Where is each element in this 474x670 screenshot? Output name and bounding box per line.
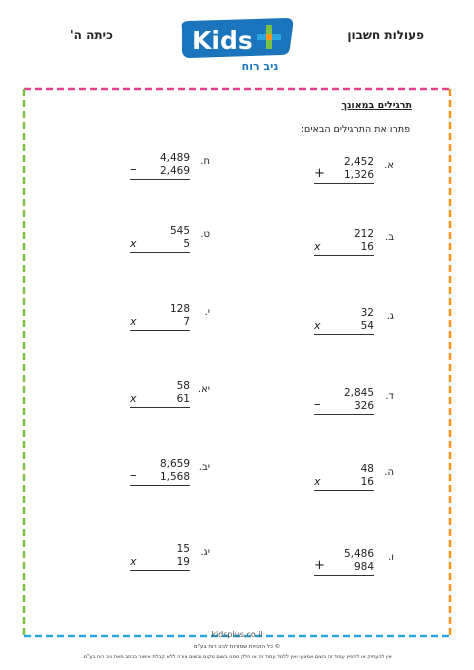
exercise-label: ג. <box>386 311 394 322</box>
top-number: 2,845 <box>343 387 374 399</box>
exercise-label: י. <box>204 307 210 318</box>
worksheet-title: תרגילים במאונך <box>341 100 412 111</box>
top-number: 32 <box>360 307 374 319</box>
exercise-label: יב. <box>198 462 210 473</box>
top-number: 2,452 <box>343 156 374 168</box>
bottom-number: 61 <box>130 393 190 408</box>
exercise <box>284 156 394 198</box>
top-number: 545 <box>169 225 190 237</box>
operator: – <box>130 468 137 483</box>
exercise-label: ח. <box>200 156 210 167</box>
top-number: 15 <box>176 543 190 555</box>
top-number: 212 <box>353 228 374 240</box>
bottom-number: 1,326 <box>314 169 374 184</box>
exercise-problem <box>314 307 374 335</box>
exercise-problem <box>314 463 374 491</box>
exercise-problem <box>130 380 190 408</box>
exercise-problem <box>314 548 374 576</box>
operator: x <box>314 240 321 253</box>
operator: + <box>314 166 325 181</box>
footer-url: kidsplus.co.il <box>211 630 263 639</box>
top-number: 4,489 <box>159 152 190 164</box>
exercise-label: ד. <box>385 391 394 402</box>
exercise <box>100 543 210 585</box>
exercise-problem <box>130 303 190 331</box>
operator: x <box>130 392 137 405</box>
bottom-number: 54 <box>314 320 374 335</box>
exercise-problem <box>314 387 374 415</box>
worksheet-instruction: פתרו את התרגילים הבאים: <box>300 124 410 135</box>
exercise-problem <box>130 458 190 486</box>
exercise <box>100 303 210 345</box>
exercise <box>284 463 394 505</box>
top-number: 5,486 <box>343 548 374 560</box>
kids-logo <box>176 18 298 74</box>
exercise-problem <box>130 225 190 253</box>
exercise-problem <box>314 156 374 184</box>
bottom-number: 2,469 <box>130 165 190 180</box>
top-number: 128 <box>169 303 190 315</box>
exercise-label: ה. <box>384 467 394 478</box>
bottom-number: 5 <box>130 238 190 253</box>
footer-legal: אין להעתיק או להפיץ עמוד זה בשום אמצעי ואין ללמד עמוד זה או חלק ממנו בשום מקום ובשום צורה ללא קבלת אישור בכתב מאת ניב רוח בע"מ. <box>82 654 392 660</box>
exercise-label: יא. <box>197 384 210 395</box>
exercise <box>284 228 394 270</box>
exercise <box>284 387 394 429</box>
exercise-problem <box>314 228 374 256</box>
bottom-number: 7 <box>130 316 190 331</box>
operator: x <box>130 555 137 568</box>
exercise-label: ו. <box>388 552 394 563</box>
exercise-label: ב. <box>385 232 394 243</box>
grade-label: כיתה ה' <box>70 28 113 42</box>
bottom-number: 19 <box>130 556 190 571</box>
bottom-number: 326 <box>314 400 374 415</box>
exercise-label: ט. <box>200 229 210 240</box>
operator: x <box>130 315 137 328</box>
exercise <box>100 380 210 422</box>
exercise-problem <box>130 543 190 571</box>
operator: x <box>314 475 321 488</box>
top-number: 8,659 <box>159 458 190 470</box>
exercise <box>100 225 210 267</box>
exercise <box>284 307 394 349</box>
operator: + <box>314 558 325 573</box>
top-number: 58 <box>176 380 190 392</box>
bottom-number: 1,568 <box>130 471 190 486</box>
top-number: 48 <box>360 463 374 475</box>
bottom-number: 16 <box>314 476 374 491</box>
footer-copyright: © כל הזכויות שמורות לניב רוח בע"מ <box>193 644 281 650</box>
operator: x <box>314 319 321 332</box>
operator: – <box>314 397 321 412</box>
exercise-problem <box>130 152 190 180</box>
logo-brand: Kids <box>192 26 253 55</box>
exercise-label: יג. <box>200 547 210 558</box>
operator: x <box>130 237 137 250</box>
logo-sub: ניב רוח <box>241 60 279 73</box>
exercise-label: א. <box>384 160 394 171</box>
operator: – <box>130 162 137 177</box>
subject-title: פעולות חשבון <box>347 28 424 42</box>
exercise <box>100 458 210 500</box>
exercise <box>100 152 210 194</box>
bottom-number: 984 <box>314 561 374 576</box>
bottom-number: 16 <box>314 241 374 256</box>
exercise <box>284 548 394 590</box>
